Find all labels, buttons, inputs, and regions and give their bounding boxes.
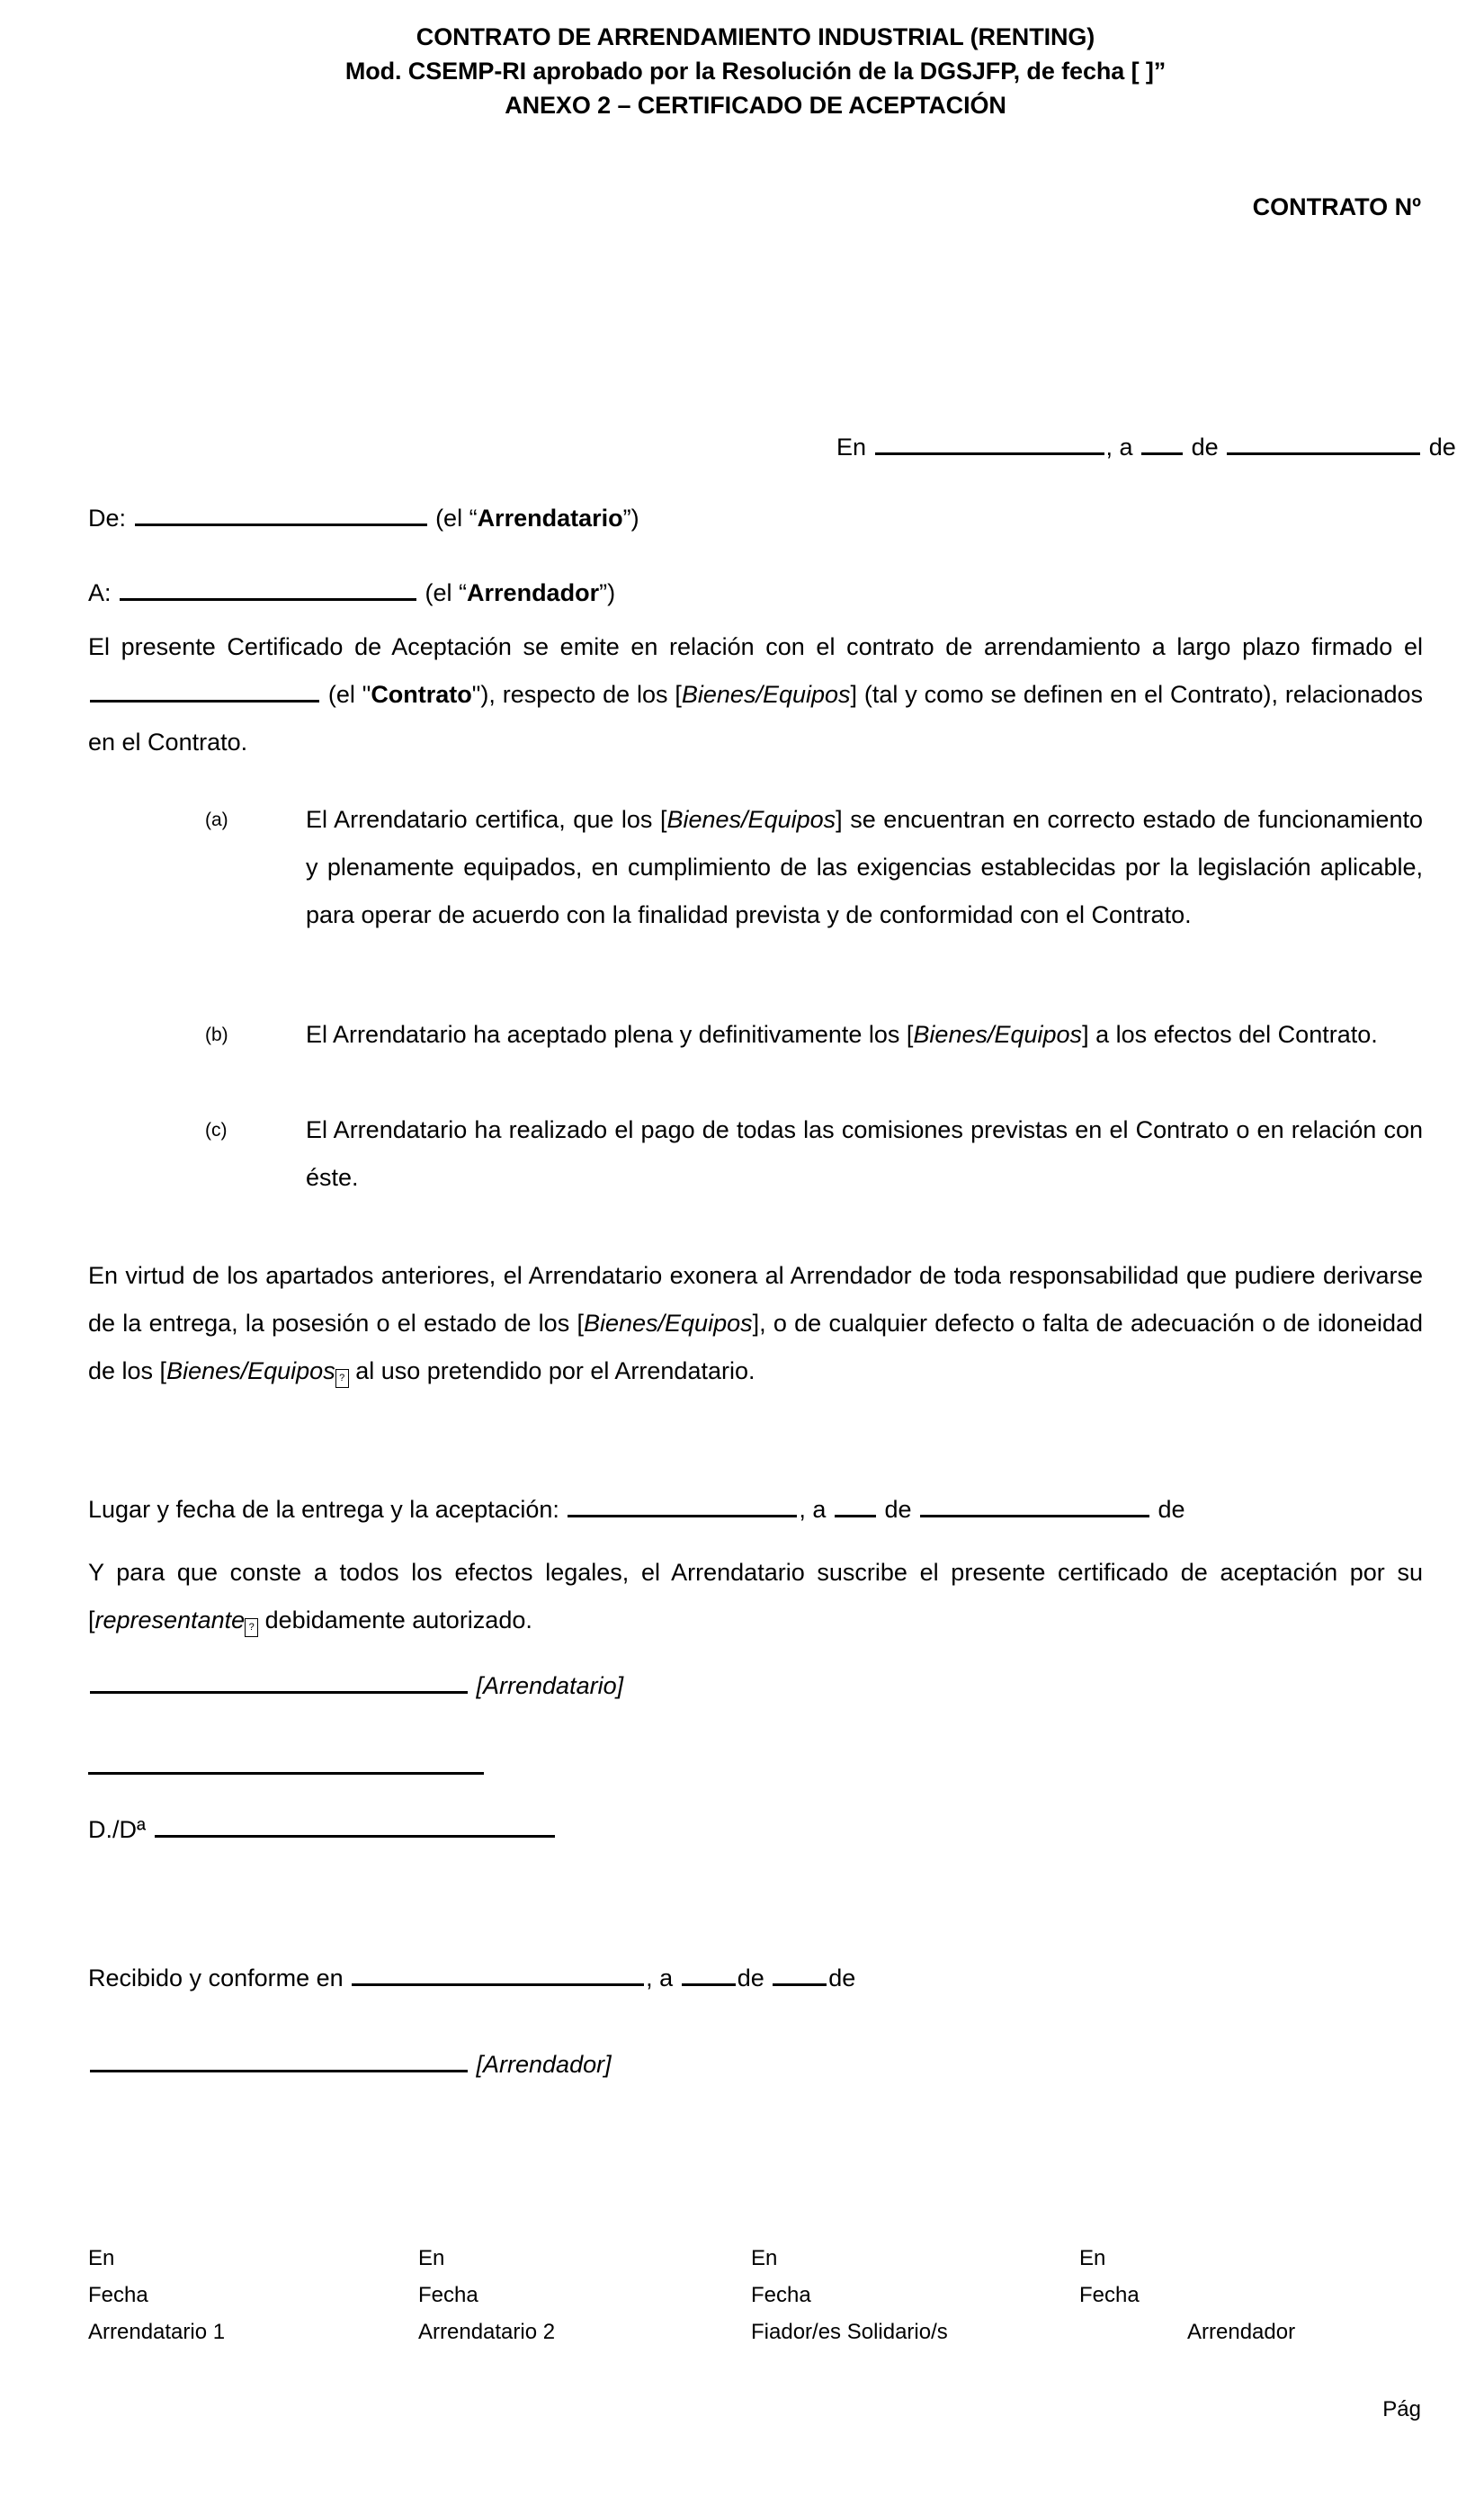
contract-number-label: CONTRATO Nº bbox=[1252, 193, 1421, 220]
footer-role-4: Arrendador bbox=[1187, 2320, 1296, 2344]
signature-dd-blank[interactable] bbox=[155, 1812, 555, 1838]
party-a-close: ”) bbox=[599, 579, 616, 606]
conste-representante: representante bbox=[94, 1606, 246, 1633]
party-a-open: (el “ bbox=[425, 579, 468, 606]
signature-arrendatario-blank[interactable] bbox=[90, 1669, 468, 1694]
footer-role-2: Arrendatario 2 bbox=[418, 2320, 556, 2344]
recibido-day-blank[interactable] bbox=[682, 1961, 736, 1986]
footer-en-4: En bbox=[1079, 2246, 1106, 2270]
footer-columns bbox=[88, 2240, 1423, 2357]
signature-arrendatario-line bbox=[88, 1669, 623, 1701]
place-blank[interactable] bbox=[875, 430, 1104, 455]
intro-part1: El presente Certificado de Aceptación se emite en relación con el contrato de arrendamiento a largo plazo firmado el bbox=[88, 633, 1423, 660]
recibido-de2: de bbox=[828, 1964, 856, 1991]
place-date-en: En bbox=[836, 434, 867, 461]
lugar-month-blank[interactable] bbox=[920, 1492, 1149, 1517]
recibido-place-blank[interactable] bbox=[352, 1961, 644, 1986]
intro-part3: "), respecto de los [ bbox=[471, 681, 682, 708]
missing-glyph-icon bbox=[245, 1618, 258, 1637]
party-de-blank[interactable] bbox=[135, 501, 427, 526]
list-item-c bbox=[205, 1106, 1423, 1202]
intro-part4: ] (tal y como se definen en el Contrato), relacionados en el Contrato. bbox=[88, 681, 1424, 756]
party-de-open: (el “ bbox=[435, 505, 478, 532]
document-header bbox=[88, 20, 1423, 122]
list-item-c-container bbox=[205, 1106, 1423, 1202]
list-item-a bbox=[205, 796, 1423, 939]
intro-paragraph bbox=[88, 623, 1423, 766]
party-de-line bbox=[88, 501, 639, 533]
month-blank[interactable] bbox=[1227, 430, 1420, 455]
contract-date-blank[interactable] bbox=[90, 677, 319, 703]
list-body-c bbox=[306, 1106, 1423, 1202]
lugar-place-blank[interactable] bbox=[568, 1492, 797, 1517]
list-body-b bbox=[306, 1011, 1423, 1059]
page-number-label: Pág bbox=[1382, 2397, 1421, 2421]
virtud-part3: al uso pretendido por el Arrendatario. bbox=[348, 1357, 755, 1384]
list-b-part1: El Arrendatario ha aceptado plena y definitivamente los [ bbox=[306, 1021, 914, 1048]
signature-dd-line bbox=[88, 1812, 557, 1845]
list-a-part1: El Arrendatario certifica, que los [ bbox=[306, 806, 667, 833]
virtud-part1: En virtud de los apartados anteriores, el Arrendatario exonera al Arrendador de toda responsabilidad que pudiere derivarse de la entrega, la posesión o el estado de los [ bbox=[88, 1262, 1423, 1337]
header-line-3: ANEXO 2 – CERTIFICADO DE ACEPTACIÓN bbox=[505, 92, 1006, 119]
signature-arrendador-blank[interactable] bbox=[90, 2047, 468, 2072]
footer-role-3: Fiador/es Solidario/s bbox=[751, 2320, 948, 2344]
place-date-a: , a bbox=[1105, 434, 1133, 461]
party-a-label: A: bbox=[88, 579, 112, 606]
header-line-2: Mod. CSEMP-RI aprobado por la Resolución de la DGSJFP, de fecha [ ]” bbox=[344, 58, 1167, 85]
place-date-line bbox=[836, 430, 1456, 462]
footer-en-1: En bbox=[88, 2246, 115, 2270]
document-footer bbox=[88, 2240, 1423, 2357]
conste-part1: Y para que conste a todos los efectos legales, el Arrendatario suscribe el presente certificado de aceptación por su [ bbox=[88, 1559, 1423, 1633]
footer-column-arrendatario-1 bbox=[88, 2240, 225, 2350]
party-a-blank[interactable] bbox=[120, 576, 416, 601]
recibido-label: Recibido y conforme en bbox=[88, 1964, 344, 1991]
list-a-part2: ] se encuentran en correcto estado de funcionamiento y plenamente equipados, en cumplimiento de las exigencias establecidas por la legislación aplicable, para operar de acuerdo con la finalidad prevista y de conformidad con el Contrato. bbox=[306, 806, 1423, 928]
signature-arrendador-tag: [Arrendador] bbox=[476, 2051, 612, 2078]
place-date-de1: de bbox=[1191, 434, 1219, 461]
virtud-goods-1: Bienes/Equipos bbox=[583, 1310, 753, 1337]
lugar-fecha-line bbox=[88, 1492, 1185, 1525]
footer-fecha-3: Fecha bbox=[751, 2283, 811, 2307]
day-blank[interactable] bbox=[1141, 430, 1183, 455]
signature-dd-label: D./Dª bbox=[88, 1816, 146, 1843]
footer-en-3: En bbox=[751, 2246, 778, 2270]
party-de-close: ”) bbox=[622, 505, 639, 532]
list-marker-a: (a) bbox=[205, 810, 228, 830]
list-item-a-container bbox=[205, 796, 1423, 939]
intro-goods: Bienes/Equipos bbox=[681, 681, 851, 708]
virtud-paragraph bbox=[88, 1252, 1423, 1395]
conste-paragraph bbox=[88, 1549, 1423, 1644]
footer-fecha-4: Fecha bbox=[1079, 2283, 1140, 2307]
list-b-goods: Bienes/Equipos bbox=[913, 1021, 1083, 1048]
list-marker-c: (c) bbox=[205, 1120, 228, 1141]
party-a-term: Arrendador bbox=[467, 579, 600, 606]
signature-secondary-rule bbox=[88, 1756, 484, 1786]
footer-column-arrendador bbox=[1079, 2240, 1295, 2350]
list-marker-b: (b) bbox=[205, 1025, 228, 1045]
party-de-term: Arrendatario bbox=[477, 505, 623, 532]
signature-arrendatario-tag: [Arrendatario] bbox=[476, 1672, 624, 1699]
list-item-b-container bbox=[205, 1011, 1423, 1059]
footer-column-arrendatario-2 bbox=[418, 2240, 555, 2350]
virtud-goods-2: Bienes/Equipos bbox=[166, 1357, 335, 1384]
recibido-a: , a bbox=[646, 1964, 674, 1991]
recibido-line bbox=[88, 1961, 855, 1993]
place-date-de2: de bbox=[1428, 434, 1456, 461]
missing-glyph-icon bbox=[335, 1369, 349, 1388]
intro-term-contrato: Contrato bbox=[371, 681, 472, 708]
lugar-day-blank[interactable] bbox=[835, 1492, 876, 1517]
footer-fecha-2: Fecha bbox=[418, 2283, 478, 2307]
lugar-label: Lugar y fecha de la entrega y la aceptación: bbox=[88, 1496, 559, 1523]
virtud-part2: ], o de cualquier defecto o falta de adecuación o de idoneidad de los [ bbox=[88, 1310, 1424, 1384]
list-body-a bbox=[306, 796, 1423, 939]
party-de-label: De: bbox=[88, 505, 127, 532]
footer-column-fiador bbox=[751, 2240, 948, 2350]
signature-secondary-blank[interactable] bbox=[88, 1770, 484, 1775]
footer-role-1: Arrendatario 1 bbox=[88, 2320, 226, 2344]
footer-en-2: En bbox=[418, 2246, 445, 2270]
lugar-de2: de bbox=[1158, 1496, 1185, 1523]
list-a-goods: Bienes/Equipos bbox=[666, 806, 836, 833]
recibido-month-blank[interactable] bbox=[773, 1961, 827, 1986]
header-line-1: CONTRATO DE ARRENDAMIENTO INDUSTRIAL (RENTING) bbox=[416, 23, 1095, 50]
recibido-de1: de bbox=[737, 1964, 764, 1991]
list-item-b bbox=[205, 1011, 1423, 1059]
list-b-part2: ] a los efectos del Contrato. bbox=[1082, 1021, 1378, 1048]
signature-arrendador-line bbox=[88, 2047, 612, 2080]
lugar-de1: de bbox=[884, 1496, 912, 1523]
footer-fecha-1: Fecha bbox=[88, 2283, 148, 2307]
conste-part2: debidamente autorizado. bbox=[258, 1606, 532, 1633]
party-a-line bbox=[88, 576, 615, 608]
intro-part2: (el " bbox=[327, 681, 371, 708]
lugar-a: , a bbox=[799, 1496, 827, 1523]
list-c-part1: El Arrendatario ha realizado el pago de todas las comisiones previstas en el Contrato o en relación con éste. bbox=[306, 1116, 1423, 1191]
